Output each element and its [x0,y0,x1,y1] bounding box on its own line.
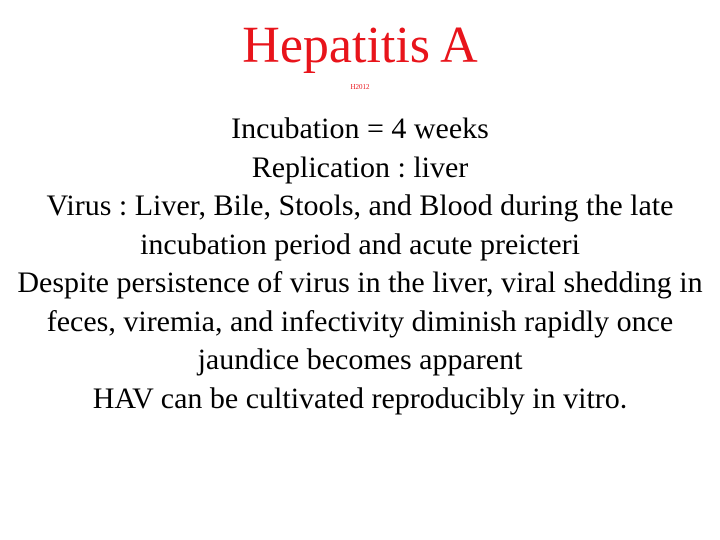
slide-title: Hepatitis A [242,17,478,74]
slide-body [0,110,720,418]
slide-tag: H2012 [350,83,370,91]
replication-line: Replication : liver [251,150,469,184]
cultivation-line: HAV can be cultivated reproducibly in vitro. [92,381,628,415]
persistence-line: Despite persistence of virus in the liver, viral shedding in feces, viremia, and infectivity diminish rapidly once jaundice becomes apparent [17,266,703,376]
virus-line: Virus : Liver, Bile, Stools, and Blood during the late incubation period and acute preicteri [46,189,674,261]
incubation-line: Incubation = 4 weeks [231,112,489,145]
